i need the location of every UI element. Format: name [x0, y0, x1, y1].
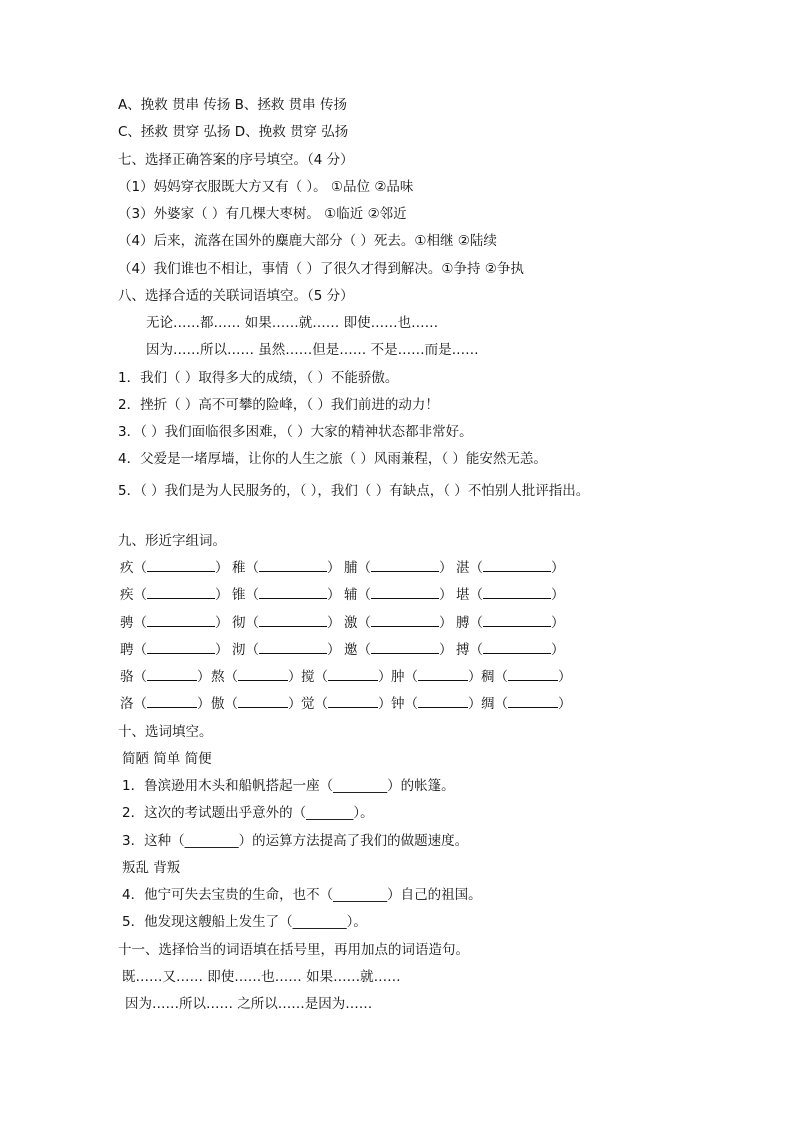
char-cell: 钟	[391, 696, 405, 712]
answer-blank[interactable]	[508, 695, 558, 708]
option-line-c: C、拯救 贯穿 弘扬 D、挽救 贯穿 弘扬	[118, 124, 349, 140]
answer-blank[interactable]	[508, 668, 558, 681]
answer-blank[interactable]	[483, 586, 551, 599]
answer-blank[interactable]	[371, 641, 439, 654]
char-cell: 骆	[120, 669, 134, 685]
answer-blank[interactable]	[259, 614, 327, 627]
answer-blank[interactable]	[483, 559, 551, 572]
char-cell: 骋	[120, 615, 134, 631]
answer-blank[interactable]	[147, 695, 197, 708]
sec10-word-bank-2: 叛乱 背叛	[122, 860, 181, 876]
section-10-title: 十、选词填空。	[118, 724, 213, 740]
char-cell: 熬	[211, 669, 225, 685]
char-cell: 绸	[481, 696, 495, 712]
answer-blank[interactable]	[259, 641, 327, 654]
char-cell: 锥	[232, 587, 246, 603]
char-cell: 搅	[301, 669, 315, 685]
sec10-item-1: 1．鲁滨逊用木头和船帆搭起一座（________）的帐篷。	[122, 778, 455, 794]
sec8-item-2: 2．挫折（ ）高不可攀的险峰，（ ）我们前进的动力！	[118, 397, 439, 413]
char-cell: 洛	[120, 696, 134, 712]
char-cell: 脯	[344, 560, 358, 576]
sec9-grid-long: 疚（ ） 稚（ ） 脯（ ） 湛（ ） 疾（ ） 锥（ ） 辅（ ） 堪（ ） 骋（ ） 彻（ ） 激（ ） 膊（ ） 聘（ ） 沏（ ） 邀（ ） 搏（ ）	[120, 560, 565, 658]
char-cell: 沏	[232, 642, 246, 658]
sec10-word-bank-1: 简陋 简单 简便	[122, 751, 212, 767]
answer-blank[interactable]	[418, 668, 468, 681]
sec8-item-5: 5．（ ）我们是为人民服务的，（ ），我们（ ）有缺点，（ ）不怕别人批评指出。	[118, 483, 590, 499]
char-cell: 激	[344, 615, 358, 631]
char-cell: 疚	[120, 560, 134, 576]
answer-blank[interactable]	[483, 641, 551, 654]
sec7-item-3: （4）后来，流落在国外的麋鹿大部分（ ）死去。①相继 ②陆续	[118, 233, 497, 249]
char-cell: 膊	[456, 615, 470, 631]
char-cell: 搏	[456, 642, 470, 658]
section-7-title: 七、选择正确答案的序号填空。（4 分）	[118, 152, 354, 168]
char-cell: 稚	[232, 560, 246, 576]
sec8-word-bank-2: 因为……所以…… 虽然……但是…… 不是……而是……	[146, 342, 479, 358]
sec7-item-4: （4）我们谁也不相让，事情（ ）了很久才得到解决。①争持 ②争执	[118, 261, 524, 277]
sec11-word-bank-1: 既……又…… 即使……也…… 如果……就……	[122, 969, 401, 985]
char-cell: 肿	[391, 669, 405, 685]
sec8-item-4: 4．父爱是一堵厚墙，让你的人生之旅（ ）风雨兼程，（ ）能安然无恙。	[118, 451, 547, 467]
answer-blank[interactable]	[147, 559, 215, 572]
section-9-title: 九、形近字组词。	[118, 533, 226, 549]
sec8-word-bank-1: 无论……都…… 如果……就…… 即使……也……	[146, 315, 439, 331]
section-11-title: 十一、选择恰当的词语填在括号里，再用加点的词语造句。	[118, 942, 469, 958]
sec10-item-4: 4．他宁可失去宝贵的生命，也不（________）自己的祖国。	[122, 887, 482, 903]
char-cell: 堪	[456, 587, 470, 603]
char-cell: 疾	[120, 587, 134, 603]
answer-blank[interactable]	[328, 695, 378, 708]
sec8-item-3: 3．（ ）我们面临很多困难，（ ）大家的精神状态都非常好。	[118, 424, 473, 440]
sec9-grid-short: 骆（ ） 熬（ ） 搅（ ） 肿（ ） 稠（ ） 洛（ ） 傲（ ） 觉（ ） 钟（ ） 绸（ ）	[120, 669, 572, 712]
answer-blank[interactable]	[147, 668, 197, 681]
char-cell: 邀	[344, 642, 358, 658]
char-cell: 聘	[120, 642, 134, 658]
answer-blank[interactable]	[238, 668, 288, 681]
answer-blank[interactable]	[418, 695, 468, 708]
sec7-item-2: （3）外婆家（ ）有几棵大枣树。 ①临近 ②邻近	[118, 206, 407, 222]
answer-blank[interactable]	[147, 641, 215, 654]
answer-blank[interactable]	[238, 695, 288, 708]
answer-blank[interactable]	[371, 614, 439, 627]
answer-blank[interactable]	[371, 586, 439, 599]
sec7-item-1: （1）妈妈穿衣服既大方又有（ ）。 ①品位 ②品味	[118, 179, 414, 195]
sec11-word-bank-2: 因为……所以…… 之所以……是因为……	[125, 996, 373, 1012]
answer-blank[interactable]	[259, 586, 327, 599]
answer-blank[interactable]	[147, 614, 215, 627]
char-cell: 彻	[232, 615, 246, 631]
sec10-item-3: 3．这种（________）的运算方法提高了我们的做题速度。	[122, 833, 469, 849]
char-cell: 湛	[456, 560, 470, 576]
answer-blank[interactable]	[328, 668, 378, 681]
sec8-item-1: 1．我们（ ）取得多大的成绩，（ ）不能骄傲。	[118, 370, 399, 386]
char-cell: 觉	[301, 696, 315, 712]
char-cell: 傲	[211, 696, 225, 712]
char-cell: 稠	[481, 669, 495, 685]
char-cell: 辅	[344, 587, 358, 603]
option-line-a: A、挽救 贯串 传扬 B、拯救 贯串 传扬	[118, 97, 347, 113]
sec10-item-2: 2．这次的考试题出乎意外的（_______）。	[122, 805, 374, 821]
answer-blank[interactable]	[371, 559, 439, 572]
answer-blank[interactable]	[483, 614, 551, 627]
answer-blank[interactable]	[147, 586, 215, 599]
section-8-title: 八、选择合适的关联词语填空。（5 分）	[118, 288, 354, 304]
sec10-item-5: 5．他发现这艘船上发生了（________）。	[122, 914, 367, 930]
answer-blank[interactable]	[259, 559, 327, 572]
